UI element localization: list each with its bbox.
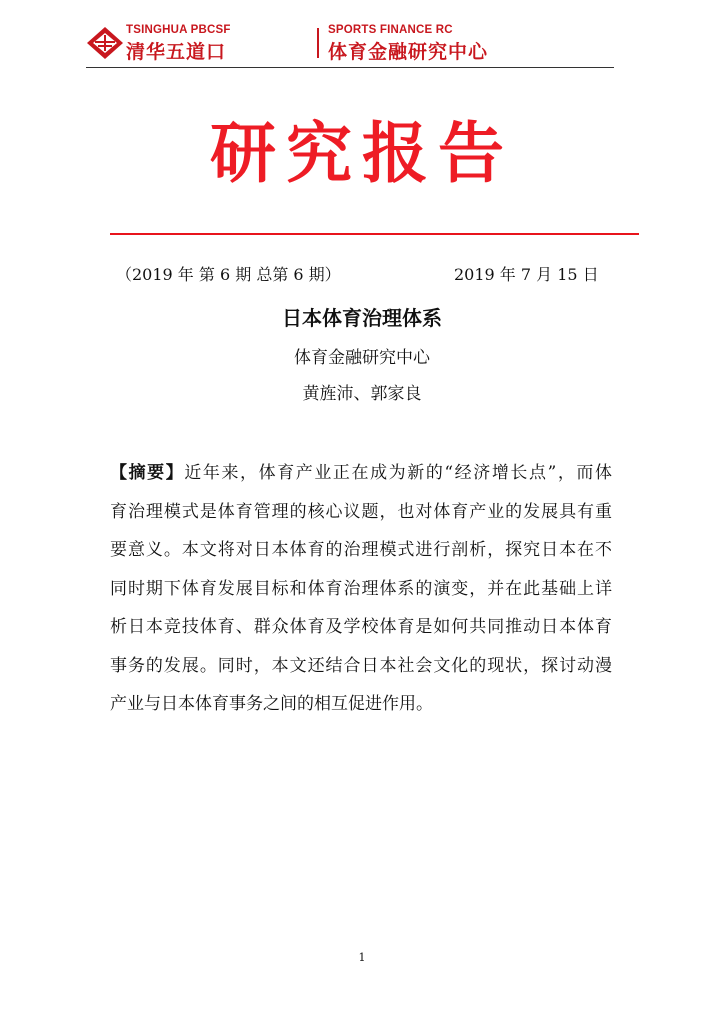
report-title: 研究报告	[210, 114, 514, 192]
brand-left	[126, 24, 231, 64]
organization: 体育金融研究中心	[294, 348, 430, 368]
brand-right	[328, 24, 488, 64]
header-rule	[86, 67, 614, 68]
title-rule	[110, 233, 639, 235]
issue-number: （2019 年 第 6 期 总第 6 期）	[116, 265, 341, 284]
abstract-line: 同时期下体育发展目标和体育治理体系的演变，并在此基础上详	[110, 578, 612, 599]
abstract-line: 产业与日本体育事务之间的相互促进作用。	[110, 694, 433, 714]
brand-left-cn: 清华五道口	[126, 41, 227, 63]
brand-divider	[317, 28, 319, 58]
abstract	[110, 454, 612, 724]
abstract-line-text: 近年来，体育产业正在成为新的“经济增长点”，而体	[184, 463, 612, 483]
abstract-line: 育治理模式是体育管理的核心议题，也对体育产业的发展具有重	[110, 501, 612, 522]
header	[86, 24, 626, 64]
brand-right-en: SPORTS FINANCE RC	[328, 24, 453, 36]
abstract-line: 要意义。本文将对日本体育的治理模式进行剖析，探究日本在不	[110, 540, 612, 560]
abstract-line: 析日本竞技体育、群众体育及学校体育是如何共同推动日本体育	[110, 617, 612, 637]
issue-date: 2019 年 7 月 15 日	[454, 265, 599, 284]
abstract-line	[110, 454, 612, 493]
abstract-line: 事务的发展。同时，本文还结合日本社会文化的现状，探讨动漫	[110, 655, 612, 676]
document-title: 日本体育治理体系	[282, 306, 442, 330]
tsinghua-pbcsf-logo-icon	[86, 26, 124, 60]
page-number: 1	[358, 951, 366, 964]
abstract-label: 【摘要】	[110, 463, 185, 483]
brand-left-en: TSINGHUA PBCSF	[126, 24, 231, 36]
authors: 黄旌沛、郭家良	[302, 384, 422, 404]
brand-right-cn: 体育金融研究中心	[328, 41, 489, 63]
